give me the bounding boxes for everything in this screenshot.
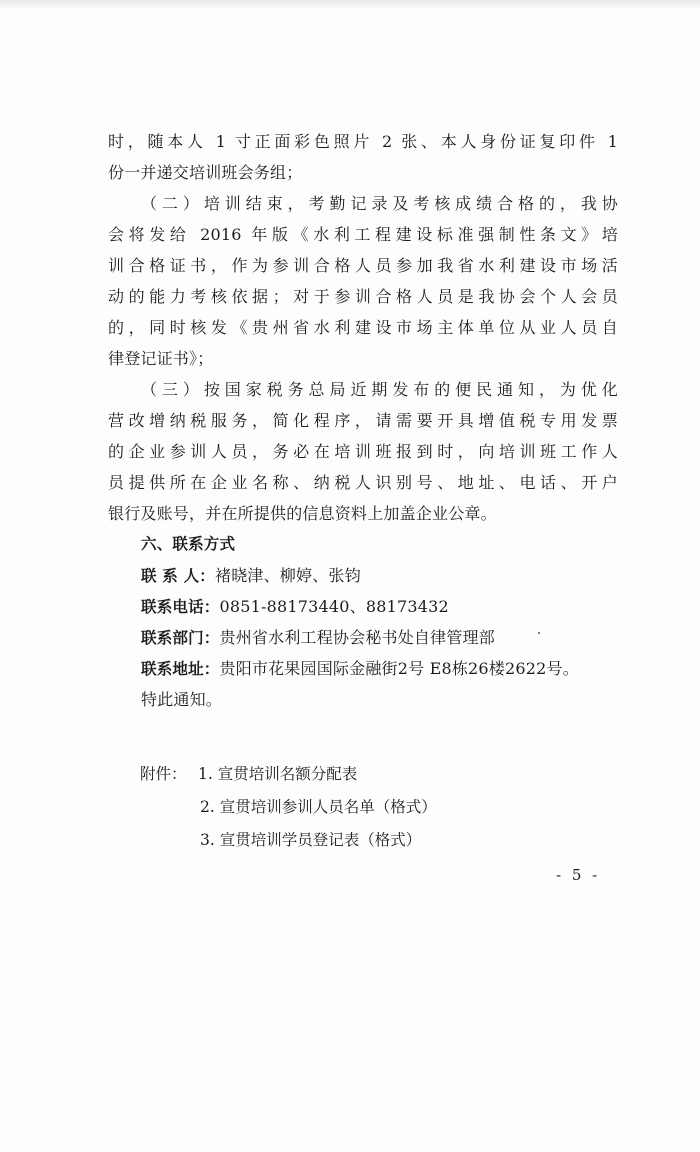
paragraph-line: 营改增纳税服务，简化程序，请需要开具增值税专用发票: [108, 411, 618, 430]
contact-dept-row: [108, 622, 618, 653]
attachment-item: 1. 宣贯培训名额分配表: [198, 765, 358, 783]
contact-dept-label: 联系部门：: [141, 629, 220, 647]
attachment-row: [140, 758, 560, 791]
attachment-item: 3. 宣贯培训学员登记表（格式）: [200, 831, 422, 849]
attachments-block: [140, 758, 560, 857]
paragraph-line: 份一并递交培训班会务组；: [108, 163, 303, 182]
section-heading: 六、联系方式: [141, 535, 236, 553]
attachments-label: 附件：: [140, 765, 187, 783]
contact-address-value: 贵阳市花果园国际金融街2号 E8栋26楼2622号。: [219, 659, 579, 678]
scan-speck: [538, 632, 540, 634]
attachment-item: 2. 宣贯培训参训人员名单（格式）: [200, 798, 437, 816]
contact-address-row: [108, 653, 618, 684]
paragraph-line: 的，同时核发《贵州省水利建设市场主体单位从业人员自: [108, 318, 618, 337]
contact-address-label: 联系地址：: [141, 660, 220, 678]
paragraph-line: 训合格证书，作为参训合格人员参加我省水利建设市场活: [108, 256, 618, 275]
closing-line: 特此通知。: [141, 690, 223, 709]
paragraph-line: （三）按国家税务总局近期发布的便民通知，为优化: [141, 380, 618, 399]
paragraph-line: 律登记证书》；: [108, 349, 214, 368]
contact-person-row: [108, 560, 618, 591]
paragraph-line: 会将发给 2016 年版《水利工程建设标准强制性条文》培: [108, 225, 618, 244]
contact-phone-label: 联系电话：: [141, 598, 220, 616]
contact-phone-row: [108, 591, 618, 622]
paragraph-line: 的企业参训人员，务必在培训班报到时，向培训班工作人: [108, 442, 618, 461]
attachment-row: [140, 824, 560, 857]
paragraph-line: 动的能力考核依据；对于参训合格人员是我协会个人会员: [108, 287, 618, 306]
paragraph-line: 员提供所在企业名称、纳税人识别号、地址、电话、开户: [108, 473, 618, 492]
document-body: [108, 126, 618, 715]
scan-top-edge: [0, 0, 700, 10]
contact-person-value: 褚晓津、柳婷、张钧: [215, 566, 361, 585]
paragraph-line: 时，随本人 1 寸正面彩色照片 2 张、本人身份证复印件 1: [108, 132, 618, 151]
contact-dept-value: 贵州省水利工程协会秘书处自律管理部: [219, 628, 495, 647]
contact-phone-value: 0851-88173440、88173432: [219, 597, 449, 616]
paragraph-line: 银行及账号，并在所提供的信息资料上加盖企业公章。: [108, 504, 497, 523]
attachment-row: [140, 791, 560, 824]
paragraph-line: （二）培训结束，考勤记录及考核成绩合格的，我协: [141, 194, 618, 213]
contact-person-label: 联 系 人：: [141, 567, 215, 585]
page-number: - 5 -: [556, 866, 601, 884]
